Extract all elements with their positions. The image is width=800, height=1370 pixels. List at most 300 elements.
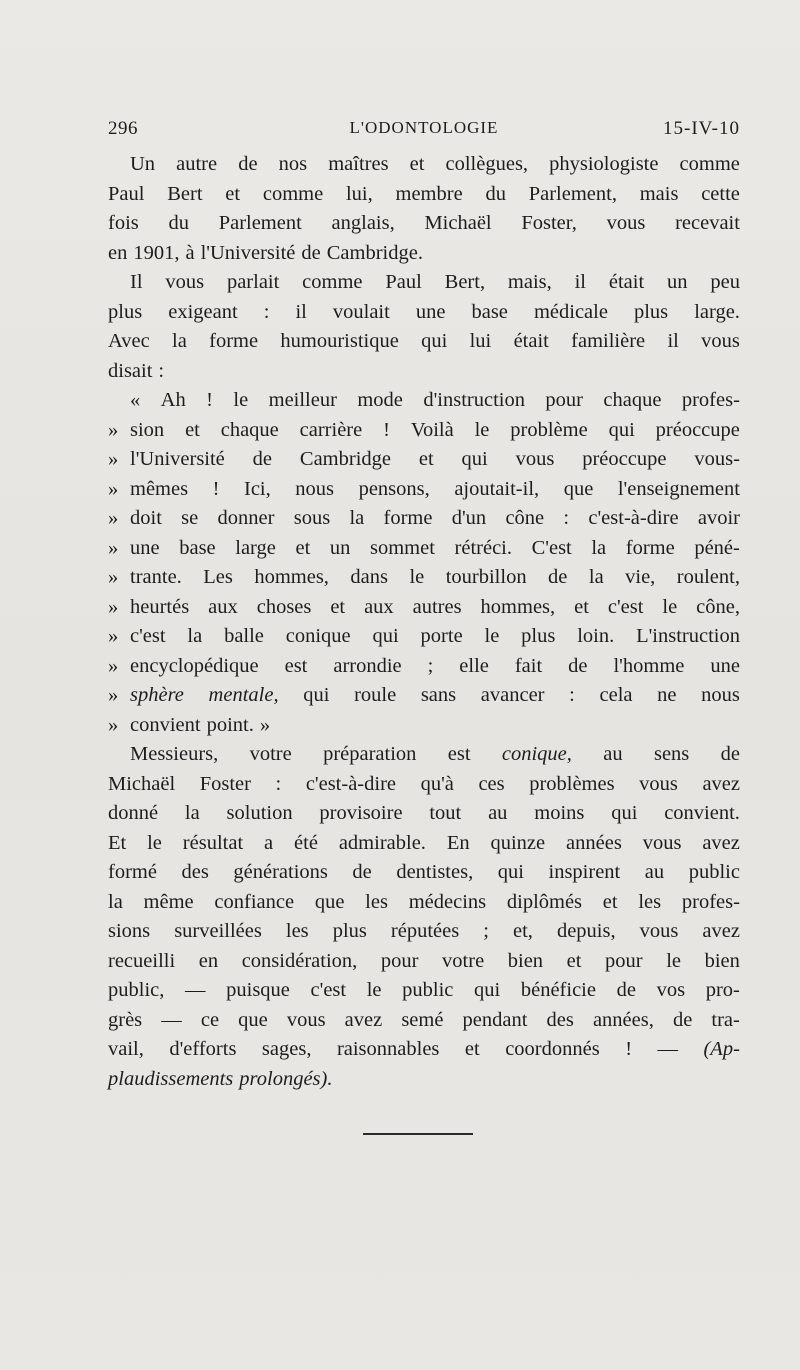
word: : [569,684,575,706]
text-line [108,180,740,210]
word: Voilà [410,418,454,441]
text-line [108,268,740,298]
word: chaque [603,389,662,411]
word: était [513,330,549,352]
text-line [108,858,740,888]
word: confiance [214,890,295,913]
word: plus [633,300,669,323]
text-line [108,416,740,446]
word: forme [383,507,433,529]
word: L'instruction [636,625,740,647]
word: Les [203,566,233,588]
end-rule [363,1133,473,1135]
word: autre [176,153,218,175]
word: ! [212,477,220,500]
word: cette [701,182,740,205]
word: pour [605,949,643,972]
word: de [238,153,258,175]
word: c'est-à-dire [305,772,397,795]
word: ajoutait-il, [454,477,540,500]
word: Michaël [424,212,492,234]
word: a [264,831,274,854]
quote-body [130,711,740,741]
word: hommes, [480,595,556,618]
page-number: 296 [108,118,138,139]
word: avez [702,920,740,942]
word: vous [286,1008,326,1031]
word: vos [656,979,686,1001]
word: qu'à [420,772,454,795]
word: le [409,566,425,588]
issue-date: 15-IV-10 [663,118,740,139]
quote-body [130,534,740,564]
word: Bert, [444,271,486,293]
word: physiologiste [549,153,659,175]
word: — [161,1008,182,1031]
word: lui [469,330,492,352]
quote-mark: » [108,684,119,706]
text-line [108,947,740,977]
word: qui [421,330,448,352]
word: années [566,831,622,854]
word: en [108,241,128,264]
word: inspirent [548,861,621,883]
word: il [574,271,587,293]
word: générations [233,861,328,883]
word: c'est [130,625,166,647]
word: qui [303,684,330,706]
word: qui [497,861,524,883]
word: il [667,330,679,352]
word: balle [224,625,264,647]
word: sphère [130,684,184,706]
word: (Ap- [703,1038,740,1060]
word: Messieurs, [130,743,219,765]
word: au [603,743,623,765]
word: quinze [490,831,546,854]
text-line [108,475,740,505]
text-line [108,593,740,623]
word: moins [534,802,585,824]
word: que [563,477,594,500]
word: de [568,654,588,677]
word: mentale, [208,684,279,706]
word: comme [302,271,363,293]
word: le [662,595,678,618]
word: problèmes [529,772,615,795]
word: diplômés [506,890,583,913]
word: grès [108,1008,143,1031]
word: est [447,743,471,765]
word: porte [420,625,463,647]
word: plaudissements [108,1067,234,1090]
word: base [179,536,216,559]
word: ; [427,654,434,677]
word: une [130,536,160,559]
word: « [130,389,141,411]
word: pour [545,389,583,411]
word: : [158,359,165,382]
word: bénéficie [520,979,596,1001]
word: pensons, [358,477,430,500]
word: et [330,595,346,618]
word: fait [514,654,543,677]
text-line [108,357,740,387]
quote-mark: » [108,566,119,588]
word: puisque [226,979,290,1001]
quote-mark: » [108,595,119,618]
word: admirable. [338,831,426,854]
word: mais [639,182,679,205]
word: le [147,831,162,854]
word: ! [625,1038,633,1060]
word: Michaël [108,772,176,795]
word: Paul [385,271,422,293]
text-line [108,711,740,741]
word: de [301,241,321,264]
quote-body [130,445,740,475]
word: est [284,654,308,677]
word: fois [108,212,139,234]
word: l'Université [200,241,296,264]
word: coordonnés [505,1038,600,1060]
word: à [185,241,195,264]
word: public [402,979,454,1001]
word: roule [354,684,397,706]
text-line [108,976,740,1006]
word: solution [226,802,293,824]
word: surveillées [174,920,262,942]
word: comme [262,182,324,205]
word: qui [608,418,635,441]
quote-body [130,504,740,534]
word: d'efforts [169,1038,237,1060]
text-line [108,563,740,593]
word: doit [130,507,162,529]
word: un [667,271,688,293]
word: rétréci. [454,536,512,559]
word: années, [592,1008,654,1031]
quote-mark: » [108,477,119,500]
word: d'un [451,507,487,529]
word: point. [206,713,254,736]
word: préoccupe [655,418,740,441]
word: mode [357,389,403,411]
word: préparation [323,743,417,765]
word: la [172,330,187,352]
word: plus [521,625,556,647]
text-line [108,504,740,534]
text-line [108,1065,740,1095]
word: vous [165,271,205,293]
word: voulait [332,300,390,323]
word: Foster [199,772,251,795]
word: lui, [345,182,373,205]
word: sens [653,743,690,765]
word: et [225,182,241,205]
word: carrière [299,418,363,441]
word: les [285,920,309,942]
word: Et [108,831,127,854]
word: les [365,890,388,913]
word: sans [420,684,457,706]
text-line [108,829,740,859]
word: vous [642,831,682,854]
word: même [143,890,194,913]
word: considération, [241,949,358,972]
word: conique, [501,743,572,765]
word: bien [507,949,544,972]
word: plus [332,920,367,942]
word: problème [510,418,588,441]
word: trante. [130,566,182,588]
word: ces [478,772,505,795]
word: convient. [664,802,740,824]
word: parlait [226,271,280,293]
word: le [474,418,490,441]
word: en [198,949,219,972]
text-line [108,209,740,239]
word: qui [372,625,399,647]
word: et [295,536,311,559]
word: Parlement, [528,182,617,205]
word: loin. [577,625,615,647]
word: ! [206,389,213,411]
word: cela [599,684,633,706]
word: meilleur [268,389,337,411]
word: de [672,1008,693,1031]
word: votre [249,743,292,765]
word: qui [474,979,501,1001]
text-line [108,534,740,564]
word: aux [364,595,394,618]
word: il [295,300,307,323]
quote-body [130,475,740,505]
word: Ah [160,389,186,411]
word: Foster, [521,212,577,234]
word: sion [130,418,165,441]
word: ! [383,418,390,441]
word: — [185,979,206,1001]
word: encyclopédique [130,654,259,677]
word: tourbillon [445,566,527,588]
word: sous [293,507,331,529]
quote-mark: » [108,625,119,647]
word: qui [611,802,638,824]
quote-body [130,622,740,652]
word: qui [461,448,488,470]
word: de [720,743,740,765]
word: des [181,861,209,883]
word: semé [401,1008,444,1031]
word: au [488,802,508,824]
word: que [238,1008,268,1031]
word: du [168,212,189,234]
word: la [187,625,203,647]
word: : [563,507,570,529]
word: Ici, [244,477,271,500]
quote-body [130,563,740,593]
word: maîtres [328,153,389,175]
word: et [185,418,200,441]
word: c'est [607,595,644,618]
quote-body [130,593,740,623]
word: peu [710,271,740,293]
word: 1901, [133,241,180,264]
word: profes- [681,389,740,411]
word: et, [512,920,533,942]
text-line [108,1035,740,1065]
word: » [259,713,271,736]
word: était [608,271,645,293]
quote-body [130,652,740,682]
word: mêmes [130,477,189,500]
word: le [366,979,382,1001]
running-title: L'ODONTOLOGIE [349,118,499,137]
word: le [484,625,500,647]
word: votre [442,949,485,972]
word: la [591,536,607,559]
word: pro- [705,979,740,1001]
word: public, [108,979,165,1001]
word: l'homme [613,654,685,677]
word: familière [571,330,646,352]
word: de [252,448,273,470]
word: hommes, [254,566,329,588]
word: aux [208,595,238,618]
word: le [666,949,682,972]
word: avancer [480,684,545,706]
word: péné- [694,536,740,559]
word: Il [130,271,143,293]
text-line [108,150,740,180]
word: Cambridge [299,448,391,470]
text-line [108,327,740,357]
word: nous [701,684,740,706]
word: forme [209,330,259,352]
word: Un [130,153,156,175]
word: se [181,507,199,529]
word: cône, [696,595,740,618]
quote-mark: » [108,507,119,529]
word: l'Université [130,448,225,470]
word: conique [285,625,351,647]
word: sions [108,920,151,942]
word: heurtés [130,595,190,618]
word: profes- [681,890,740,913]
word: recevait [675,212,740,234]
quote-mark: » [108,654,119,677]
word: membre [395,182,463,205]
word: nos [278,153,308,175]
word: dans [350,566,388,588]
word: et [464,1038,480,1060]
word: forme [625,536,675,559]
word: ne [657,684,677,706]
word: la [108,890,123,913]
word: que [314,890,345,913]
word: du [485,182,506,205]
word: et [418,448,434,470]
text-line [108,239,740,269]
word: plus [108,300,143,323]
text-line [108,799,740,829]
word: nous [295,477,335,500]
word: vous [515,448,555,470]
word: cône [505,507,545,529]
text-line [108,740,740,770]
word: de [616,979,636,1001]
word: Parlement [218,212,302,234]
text-line [108,386,740,416]
word: la [588,566,604,588]
word: de [352,861,372,883]
word: chaque [220,418,279,441]
word: un [329,536,351,559]
word: large [235,536,276,559]
word: choses [256,595,312,618]
page-header [108,118,740,142]
quote-body [130,681,740,711]
word: humouristique [280,330,399,352]
word: anglais, [331,212,395,234]
word: exigeant [168,300,238,323]
word: ce [200,1008,220,1031]
word: avoir [697,507,740,529]
word: vous [639,920,679,942]
word: une [415,300,446,323]
word: donné [108,802,159,824]
word: vous- [694,448,740,470]
word: collègues, [445,153,529,175]
text-line [108,622,740,652]
word: arrondie [333,654,402,677]
word: En [446,831,470,854]
quote-mark: » [108,713,119,736]
word: avez [702,772,740,795]
text-line [108,917,740,947]
word: et [409,153,425,175]
word: des [546,1008,574,1031]
word: convient [130,713,201,736]
word: c'est [310,979,347,1001]
word: médicale [533,300,608,323]
word: disait [108,359,153,382]
word: recueilli [108,949,176,972]
word: médecins [408,890,487,913]
word: : [263,300,270,323]
word: pour [380,949,419,972]
quote-mark: » [108,448,119,470]
word: C'est [531,536,572,559]
word: formé [108,861,157,883]
text-line [108,445,740,475]
word: sommet [370,536,435,559]
word: — [657,1038,678,1060]
word: Bert [167,182,203,205]
body-text [108,150,740,1094]
word: comme [679,153,740,175]
word: ; [483,920,489,942]
word: de [548,566,568,588]
word: public [688,861,740,883]
word: vie, [625,566,656,588]
word: roulent, [676,566,740,588]
word: la [184,802,200,824]
word: sages, [261,1038,312,1060]
word: une [710,654,740,677]
word: depuis, [556,920,616,942]
